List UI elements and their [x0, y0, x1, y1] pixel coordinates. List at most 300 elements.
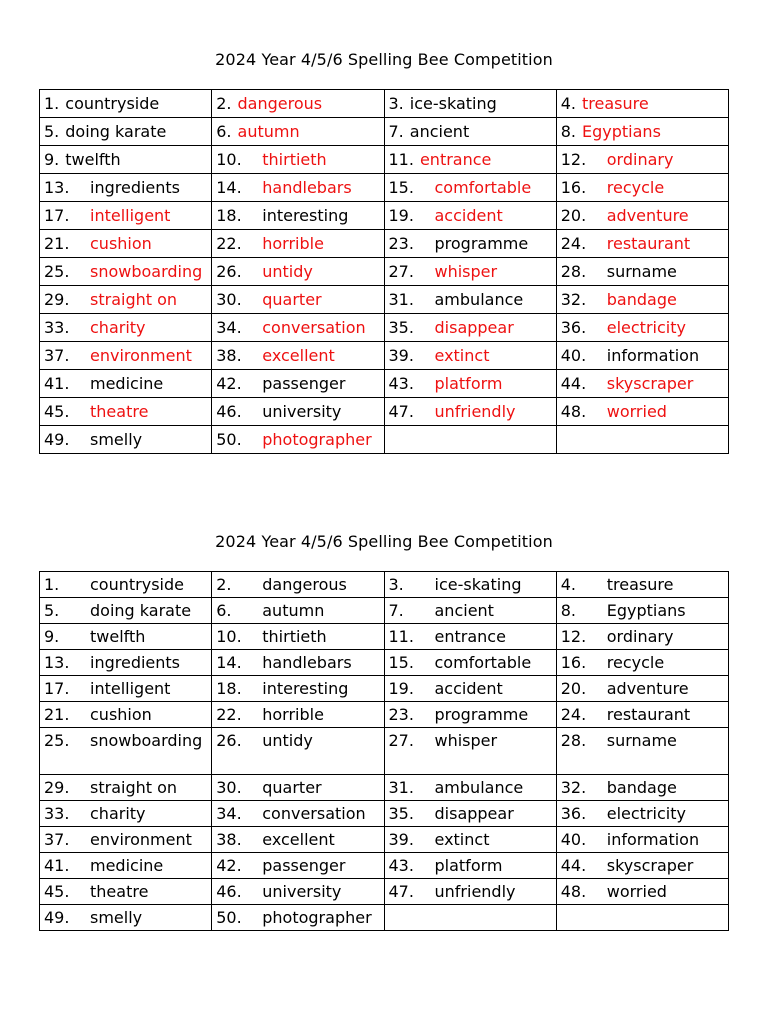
word-cell	[384, 905, 556, 931]
word-number: 30.	[216, 290, 242, 309]
spelling-word: comfortable	[434, 178, 532, 197]
word-cell	[212, 624, 384, 650]
word-number: 24.	[560, 234, 587, 253]
word-number: 15.	[388, 178, 414, 197]
word-cell	[384, 202, 556, 230]
spelling-word: bandage	[606, 290, 677, 309]
spelling-word: comfortable	[434, 653, 532, 672]
word-number: 40.	[560, 830, 587, 849]
word-cell	[212, 598, 384, 624]
word-cell	[40, 202, 212, 230]
word-cell	[212, 202, 384, 230]
word-cell	[40, 286, 212, 314]
word-cell	[556, 314, 728, 342]
table-row	[40, 676, 729, 702]
spelling-word: autumn	[237, 122, 300, 141]
spelling-word: information	[606, 830, 700, 849]
spelling-word: smelly	[90, 908, 143, 927]
word-number: 18.	[216, 206, 242, 225]
spelling-word: intelligent	[90, 679, 171, 698]
word-cell	[556, 342, 728, 370]
table-row	[40, 314, 729, 342]
spelling-word: adventure	[606, 679, 689, 698]
word-number: 12.	[560, 150, 587, 169]
word-cell	[212, 258, 384, 286]
spelling-word: recycle	[606, 178, 665, 197]
spelling-word: platform	[434, 856, 503, 875]
spelling-word: recycle	[606, 653, 665, 672]
word-number: 29.	[44, 290, 70, 309]
word-number: 48.	[560, 882, 587, 901]
word-cell	[40, 118, 212, 146]
spelling-word: dangerous	[237, 94, 323, 113]
word-cell	[212, 314, 384, 342]
spelling-word: medicine	[90, 374, 164, 393]
word-cell	[556, 370, 728, 398]
word-cell	[212, 426, 384, 454]
word-number: 39.	[388, 346, 414, 365]
word-number: 44.	[560, 856, 587, 875]
word-number: 14.	[216, 653, 242, 672]
word-number: 2.	[216, 575, 232, 594]
spelling-word: countryside	[65, 94, 160, 113]
spelling-word: passenger	[262, 374, 346, 393]
table-row	[40, 650, 729, 676]
table-row	[40, 202, 729, 230]
word-cell	[556, 853, 728, 879]
word-cell	[212, 676, 384, 702]
word-number: 47.	[388, 882, 414, 901]
word-cell	[384, 827, 556, 853]
spelling-word: charity	[90, 804, 146, 823]
word-number: 22.	[216, 234, 242, 253]
word-cell	[40, 314, 212, 342]
spelling-word: skyscraper	[606, 856, 694, 875]
spelling-word: autumn	[262, 601, 325, 620]
spelling-word: ancient	[409, 122, 470, 141]
table-row	[40, 258, 729, 286]
spelling-word: untidy	[262, 262, 313, 281]
spelling-word: entrance	[419, 150, 492, 169]
word-number: 3.	[388, 575, 404, 594]
word-cell	[384, 728, 556, 775]
spelling-word: extinct	[434, 830, 490, 849]
word-number: 4.	[560, 575, 577, 594]
spelling-word: electricity	[606, 318, 686, 337]
word-cell	[40, 598, 212, 624]
word-cell	[556, 827, 728, 853]
sheet1-word-table	[39, 89, 729, 454]
spelling-word: photographer	[262, 430, 372, 449]
word-number: 32.	[560, 778, 587, 797]
spelling-word: platform	[434, 374, 503, 393]
word-cell	[40, 624, 212, 650]
word-cell	[556, 174, 728, 202]
spelling-word: extinct	[434, 346, 490, 365]
word-number: 31.	[388, 778, 414, 797]
word-number: 21.	[44, 705, 70, 724]
word-number: 34.	[216, 804, 242, 823]
word-number: 11.	[388, 150, 414, 169]
word-number: 28.	[560, 731, 587, 750]
table-row	[40, 853, 729, 879]
word-number: 46.	[216, 882, 242, 901]
word-cell	[212, 572, 384, 598]
spelling-word: treasure	[606, 575, 674, 594]
word-number: 35.	[388, 804, 414, 823]
word-cell	[40, 650, 212, 676]
word-cell	[212, 905, 384, 931]
word-cell	[212, 650, 384, 676]
word-cell	[40, 728, 212, 775]
table-row	[40, 702, 729, 728]
word-number: 41.	[44, 374, 70, 393]
word-cell	[212, 370, 384, 398]
spelling-word: doing karate	[65, 122, 167, 141]
word-number: 45.	[44, 402, 70, 421]
spelling-word: bandage	[606, 778, 677, 797]
spelling-word: programme	[434, 705, 529, 724]
word-number: 46.	[216, 402, 242, 421]
word-number: 14.	[216, 178, 242, 197]
spelling-word: cushion	[90, 705, 152, 724]
word-number: 37.	[44, 346, 70, 365]
word-cell	[212, 174, 384, 202]
word-cell	[384, 879, 556, 905]
word-number: 45.	[44, 882, 70, 901]
spelling-word: conversation	[262, 318, 366, 337]
spelling-word: handlebars	[262, 653, 352, 672]
spelling-word: interesting	[262, 206, 349, 225]
word-number: 26.	[216, 731, 242, 750]
word-cell	[384, 775, 556, 801]
word-number: 6.	[216, 122, 232, 141]
spelling-word: restaurant	[606, 705, 691, 724]
spelling-word: adventure	[606, 206, 689, 225]
word-cell	[384, 258, 556, 286]
word-cell	[40, 572, 212, 598]
word-cell	[212, 853, 384, 879]
word-number: 27.	[388, 262, 414, 281]
word-number: 9.	[44, 627, 60, 646]
word-cell	[212, 827, 384, 853]
spelling-word: treasure	[582, 94, 649, 113]
spelling-word: worried	[606, 402, 667, 421]
spelling-word: programme	[434, 234, 529, 253]
word-number: 8.	[560, 601, 577, 620]
word-cell	[40, 90, 212, 118]
word-number: 9.	[44, 150, 60, 169]
spelling-word: whisper	[434, 262, 498, 281]
word-number: 32.	[560, 290, 587, 309]
word-number: 44.	[560, 374, 587, 393]
table-row	[40, 230, 729, 258]
spelling-word: ingredients	[90, 178, 181, 197]
word-cell	[556, 598, 728, 624]
spelling-word: ice-skating	[409, 94, 497, 113]
word-cell	[556, 286, 728, 314]
word-number: 39.	[388, 830, 414, 849]
spelling-word: ancient	[434, 601, 494, 620]
spelling-word: Egyptians	[606, 601, 686, 620]
spelling-word: horrible	[262, 705, 324, 724]
word-cell	[384, 118, 556, 146]
word-cell	[212, 702, 384, 728]
word-cell	[40, 398, 212, 426]
table-row	[40, 286, 729, 314]
word-cell	[384, 426, 556, 454]
word-cell	[40, 146, 212, 174]
word-cell	[556, 650, 728, 676]
word-number: 17.	[44, 679, 70, 698]
word-number: 29.	[44, 778, 70, 797]
word-cell	[556, 676, 728, 702]
word-number: 24.	[560, 705, 587, 724]
word-cell	[384, 342, 556, 370]
table-row	[40, 118, 729, 146]
word-number: 38.	[216, 830, 242, 849]
spelling-word: snowboarding	[90, 731, 203, 750]
word-number: 5.	[44, 601, 60, 620]
word-number: 48.	[560, 402, 587, 421]
word-number: 13.	[44, 653, 70, 672]
table-row	[40, 598, 729, 624]
word-number: 37.	[44, 830, 70, 849]
spelling-word: twelfth	[90, 627, 146, 646]
word-number: 1.	[44, 575, 60, 594]
word-number: 18.	[216, 679, 242, 698]
spelling-word: interesting	[262, 679, 349, 698]
word-cell	[212, 801, 384, 827]
word-cell	[384, 801, 556, 827]
spelling-word: passenger	[262, 856, 346, 875]
word-cell	[384, 146, 556, 174]
word-number: 34.	[216, 318, 242, 337]
word-number: 25.	[44, 262, 70, 281]
word-number: 36.	[560, 804, 587, 823]
word-number: 5.	[44, 122, 60, 141]
spelling-word: restaurant	[606, 234, 691, 253]
word-cell	[384, 90, 556, 118]
spelling-word: photographer	[262, 908, 372, 927]
word-cell	[384, 286, 556, 314]
word-number: 16.	[560, 178, 587, 197]
word-cell	[556, 801, 728, 827]
spelling-word: ambulance	[434, 778, 524, 797]
table-row	[40, 146, 729, 174]
word-cell	[384, 370, 556, 398]
spelling-word: straight on	[90, 290, 178, 309]
word-cell	[556, 728, 728, 775]
spelling-word: twelfth	[65, 150, 121, 169]
word-cell	[384, 650, 556, 676]
word-number: 30.	[216, 778, 242, 797]
word-cell	[384, 624, 556, 650]
spelling-word: dangerous	[262, 575, 347, 594]
word-number: 1.	[44, 94, 60, 113]
spelling-word: electricity	[606, 804, 686, 823]
word-cell	[556, 118, 728, 146]
word-number: 12.	[560, 627, 587, 646]
sheet2-word-table	[39, 571, 729, 931]
spelling-word: conversation	[262, 804, 366, 823]
word-cell	[384, 398, 556, 426]
spelling-word: theatre	[90, 882, 149, 901]
table-row	[40, 775, 729, 801]
spelling-word: cushion	[90, 234, 152, 253]
spelling-word: surname	[606, 731, 677, 750]
word-number: 6.	[216, 601, 232, 620]
word-number: 28.	[560, 262, 587, 281]
word-cell	[212, 118, 384, 146]
word-cell	[556, 230, 728, 258]
table-row	[40, 426, 729, 454]
word-cell	[212, 286, 384, 314]
spelling-word: horrible	[262, 234, 324, 253]
spelling-word: ordinary	[606, 627, 674, 646]
word-cell	[40, 879, 212, 905]
spelling-word: medicine	[90, 856, 164, 875]
word-cell	[556, 258, 728, 286]
word-cell	[40, 370, 212, 398]
word-cell	[212, 775, 384, 801]
word-number: 2.	[216, 94, 232, 113]
table-row	[40, 398, 729, 426]
spelling-word: straight on	[90, 778, 178, 797]
spelling-word: disappear	[434, 804, 514, 823]
spelling-word: ordinary	[606, 150, 674, 169]
word-number: 49.	[44, 430, 70, 449]
spelling-word: worried	[606, 882, 667, 901]
word-cell	[384, 853, 556, 879]
word-number: 21.	[44, 234, 70, 253]
word-cell	[40, 426, 212, 454]
word-cell	[40, 342, 212, 370]
spelling-word: ingredients	[90, 653, 181, 672]
word-number: 33.	[44, 804, 70, 823]
spelling-word: environment	[90, 346, 192, 365]
word-number: 43.	[388, 856, 414, 875]
word-cell	[40, 905, 212, 931]
word-number: 16.	[560, 653, 587, 672]
spelling-word: theatre	[90, 402, 149, 421]
word-number: 35.	[388, 318, 414, 337]
word-number: 49.	[44, 908, 70, 927]
table-row	[40, 174, 729, 202]
word-cell	[40, 827, 212, 853]
spelling-word: ambulance	[434, 290, 524, 309]
word-cell	[212, 90, 384, 118]
word-number: 20.	[560, 206, 587, 225]
word-cell	[384, 314, 556, 342]
word-number: 38.	[216, 346, 242, 365]
sheet2-title: 2024 Year 4/5/6 Spelling Bee Competition	[215, 532, 553, 551]
word-cell	[556, 624, 728, 650]
word-number: 17.	[44, 206, 70, 225]
table-row	[40, 879, 729, 905]
word-number: 22.	[216, 705, 242, 724]
word-cell	[212, 230, 384, 258]
spelling-word: handlebars	[262, 178, 352, 197]
spelling-word: entrance	[434, 627, 506, 646]
word-number: 7.	[388, 122, 404, 141]
spelling-word: accident	[434, 206, 503, 225]
word-number: 4.	[560, 94, 577, 113]
word-number: 41.	[44, 856, 70, 875]
sheet1-title: 2024 Year 4/5/6 Spelling Bee Competition	[215, 50, 553, 69]
word-number: 10.	[216, 627, 242, 646]
word-cell	[384, 174, 556, 202]
spelling-word: environment	[90, 830, 192, 849]
word-cell	[556, 879, 728, 905]
spelling-word: snowboarding	[90, 262, 203, 281]
word-cell	[556, 702, 728, 728]
word-cell	[556, 90, 728, 118]
word-number: 33.	[44, 318, 70, 337]
word-cell	[40, 258, 212, 286]
spelling-word: quarter	[262, 778, 322, 797]
spelling-word: university	[262, 402, 342, 421]
spelling-word: countryside	[90, 575, 184, 594]
table-row	[40, 827, 729, 853]
spelling-word: intelligent	[90, 206, 171, 225]
word-cell	[556, 572, 728, 598]
word-number: 50.	[216, 908, 242, 927]
word-cell	[556, 775, 728, 801]
word-number: 7.	[388, 601, 404, 620]
word-cell	[212, 398, 384, 426]
word-cell	[384, 572, 556, 598]
word-cell	[556, 398, 728, 426]
word-cell	[40, 801, 212, 827]
spelling-word: smelly	[90, 430, 143, 449]
word-number: 3.	[388, 94, 404, 113]
word-number: 42.	[216, 374, 242, 393]
table-row	[40, 905, 729, 931]
spelling-word: thirtieth	[262, 627, 327, 646]
word-number: 19.	[388, 679, 414, 698]
word-number: 13.	[44, 178, 70, 197]
word-number: 40.	[560, 346, 587, 365]
word-cell	[212, 146, 384, 174]
table-row	[40, 624, 729, 650]
spelling-word: surname	[606, 262, 677, 281]
table-row	[40, 90, 729, 118]
word-cell	[40, 230, 212, 258]
table-row	[40, 728, 729, 775]
word-cell	[40, 174, 212, 202]
word-number: 19.	[388, 206, 414, 225]
word-cell	[384, 676, 556, 702]
spelling-word: doing karate	[90, 601, 192, 620]
word-cell	[384, 598, 556, 624]
word-number: 31.	[388, 290, 414, 309]
spelling-word: untidy	[262, 731, 313, 750]
spelling-word: thirtieth	[262, 150, 327, 169]
table-row	[40, 801, 729, 827]
spelling-word: ice-skating	[434, 575, 522, 594]
spelling-word: skyscraper	[606, 374, 694, 393]
table-row	[40, 370, 729, 398]
word-number: 47.	[388, 402, 414, 421]
word-number: 43.	[388, 374, 414, 393]
word-cell	[556, 202, 728, 230]
word-number: 26.	[216, 262, 242, 281]
word-cell	[212, 879, 384, 905]
spelling-word: Egyptians	[582, 122, 661, 141]
word-number: 42.	[216, 856, 242, 875]
word-number: 50.	[216, 430, 242, 449]
